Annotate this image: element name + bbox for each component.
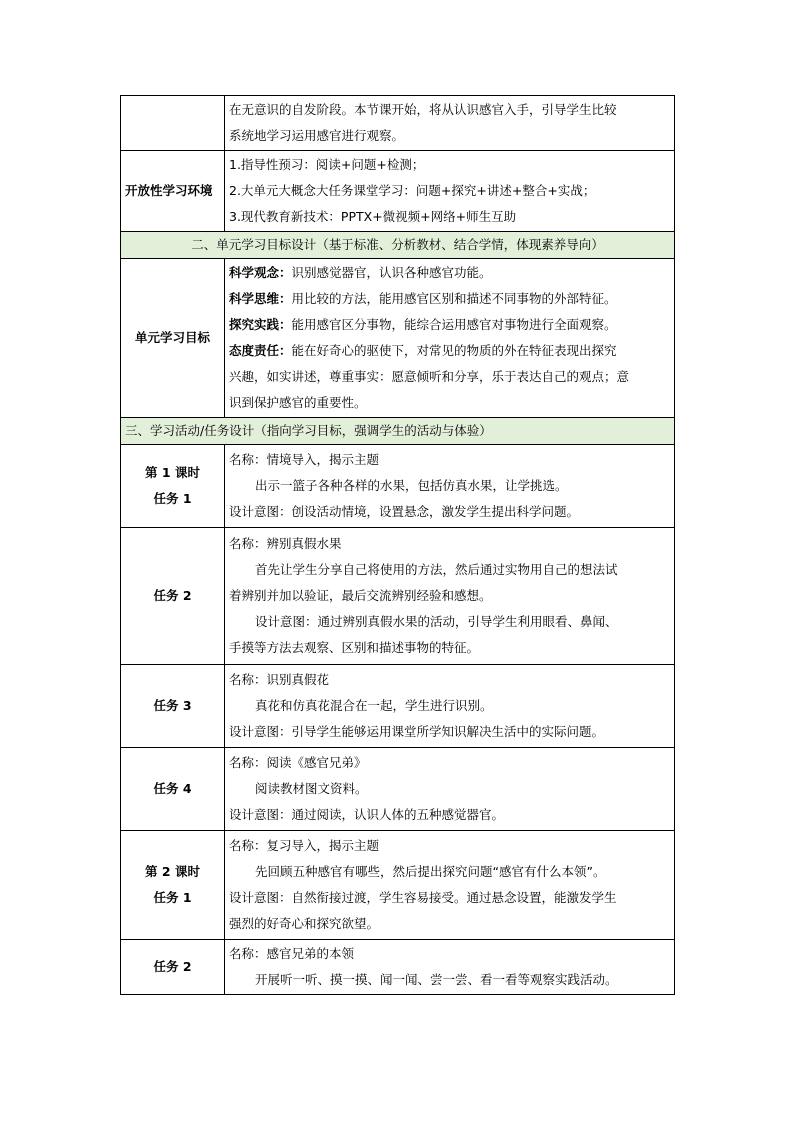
goal-text: 用比较的方法，能用感官区别和描述不同事物的外部特征。 bbox=[291, 291, 617, 306]
task-intent: 设计意图：自然衔接过渡，学生容易接受。通过悬念设置，能激发学生 bbox=[229, 890, 617, 905]
environment-cell bbox=[225, 151, 675, 232]
text-line: 系统地学习运用感官进行观察。 bbox=[229, 128, 405, 143]
section-header bbox=[121, 418, 675, 445]
task-content bbox=[225, 665, 675, 748]
goal-key: 科学观念： bbox=[229, 265, 292, 280]
section-title: 三、学习活动/任务设计（指向学习目标，强调学生的活动与体验） bbox=[121, 418, 675, 445]
task-line: 着辨别并加以验证，最后交流辨别经验和感想。 bbox=[229, 588, 492, 603]
task-intent: 设计意图：通过辨别真假水果的活动，引导学生利用眼看、鼻闻、 bbox=[255, 614, 618, 629]
task-row bbox=[121, 831, 675, 940]
goal-item bbox=[229, 312, 670, 338]
task-label bbox=[121, 831, 225, 940]
plan-table bbox=[120, 95, 675, 995]
list-item: 2.大单元大概念大任务课堂学习：问题+探究+讲述+整合+实战； bbox=[229, 183, 596, 198]
task-intent: 设计意图：引导学生能够运用课堂所学知识解决生活中的实际问题。 bbox=[229, 724, 605, 739]
goal-item bbox=[229, 260, 670, 286]
goals-cell bbox=[225, 259, 675, 418]
text-line: 在无意识的自发阶段。本节课开始，将从认识感官入手，引导学生比较 bbox=[229, 102, 617, 117]
task-line: 开展听一听、摸一摸、闻一闻、尝一尝、看一看等观察实践活动。 bbox=[255, 972, 618, 987]
goal-text: 能在好奇心的驱使下，对常见的物质的外在特征表现出探究 bbox=[291, 343, 617, 358]
task-row bbox=[121, 665, 675, 748]
table-row bbox=[121, 151, 675, 232]
goal-item bbox=[229, 286, 670, 312]
task-content bbox=[225, 748, 675, 831]
task-content bbox=[225, 445, 675, 528]
task-label bbox=[121, 665, 225, 748]
task-line: 先回顾五种感官有哪些，然后提出探究问题“感官有什么本领”。 bbox=[255, 864, 606, 879]
table-row bbox=[121, 259, 675, 418]
task-line: 阅读教材图文资料。 bbox=[255, 781, 368, 796]
goal-key: 科学思维： bbox=[229, 291, 292, 306]
task-number: 任务 1 bbox=[153, 491, 192, 506]
list-item: 1.指导性预习：阅读+问题+检测； bbox=[229, 157, 425, 172]
task-row bbox=[121, 748, 675, 831]
section-title: 二、单元学习目标设计（基于标准、分析教材、结合学情，体现素养导向） bbox=[121, 232, 675, 259]
task-name: 名称：复习导入，揭示主题 bbox=[229, 838, 380, 853]
table-row bbox=[121, 96, 675, 151]
goal-item bbox=[229, 338, 670, 364]
task-label bbox=[121, 940, 225, 995]
task-line: 首先让学生分享自己将使用的方法，然后通过实物用自己的想法试 bbox=[255, 562, 618, 577]
goal-text: 识别感觉器官，认识各种感官功能。 bbox=[291, 265, 492, 280]
task-name: 名称：辨别真假水果 bbox=[229, 536, 342, 551]
text-line: 兴趣，如实讲述，尊重事实：愿意倾听和分享，乐于表达自己的观点；意 bbox=[229, 369, 630, 384]
goal-key: 态度责任： bbox=[229, 343, 292, 358]
text-line: 识到保护感官的重要性。 bbox=[229, 395, 367, 410]
task-line: 真花和仿真花混合在一起，学生进行识别。 bbox=[255, 698, 493, 713]
task-label bbox=[121, 748, 225, 831]
goal-key: 探究实践： bbox=[229, 317, 292, 332]
task-row bbox=[121, 940, 675, 995]
task-name: 名称：阅读《感官兄弟》 bbox=[229, 755, 367, 770]
environment-label: 开放性学习环境 bbox=[121, 151, 225, 232]
task-label bbox=[121, 445, 225, 528]
task-number: 任务 3 bbox=[153, 698, 192, 713]
lesson-label: 第 2 课时 bbox=[145, 864, 200, 879]
lesson-label: 第 1 课时 bbox=[145, 465, 200, 480]
task-number: 任务 2 bbox=[153, 959, 192, 974]
task-intent: 手摸等方法去观察、区别和描述事物的特征。 bbox=[229, 640, 480, 655]
task-row bbox=[121, 445, 675, 528]
task-number: 任务 4 bbox=[153, 781, 192, 796]
task-content bbox=[225, 528, 675, 665]
task-name: 名称：情境导入，揭示主题 bbox=[229, 452, 380, 467]
task-intent: 设计意图：通过阅读，认识人体的五种感觉器官。 bbox=[229, 807, 505, 822]
task-line: 出示一篮子各种各样的水果，包括仿真水果，让学挑选。 bbox=[255, 478, 568, 493]
task-number: 任务 2 bbox=[153, 588, 192, 603]
task-name: 名称：感官兄弟的本领 bbox=[229, 946, 355, 961]
task-name: 名称：识别真假花 bbox=[229, 672, 330, 687]
task-number: 任务 1 bbox=[153, 890, 192, 905]
goal-text: 能用感官区分事物，能综合运用感官对事物进行全面观察。 bbox=[291, 317, 617, 332]
task-row bbox=[121, 528, 675, 665]
empty-label-cell bbox=[121, 96, 225, 151]
task-content bbox=[225, 831, 675, 940]
section-header bbox=[121, 232, 675, 259]
list-item: 3.现代教育新技术：PPTX+微视频+网络+师生互助 bbox=[229, 209, 517, 224]
task-label bbox=[121, 528, 225, 665]
task-intent: 强烈的好奇心和探究欲望。 bbox=[229, 916, 380, 931]
task-content bbox=[225, 940, 675, 995]
task-intent: 设计意图：创设活动情境，设置悬念，激发学生提出科学问题。 bbox=[229, 504, 580, 519]
continuation-cell bbox=[225, 96, 675, 151]
goals-label: 单元学习目标 bbox=[121, 259, 225, 418]
